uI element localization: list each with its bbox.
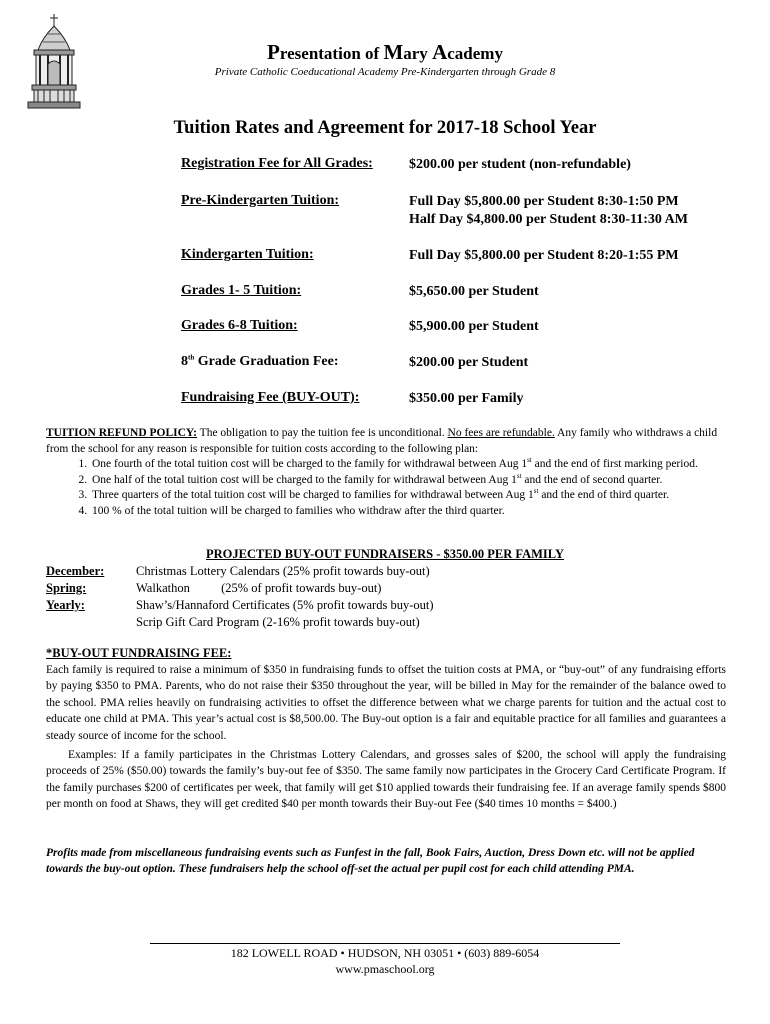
fee-label-fundraising: Fundraising Fee (BUY-OUT):: [181, 390, 360, 405]
list-item: 2. One half of the total tuition cost will be charged to the family for withdrawal between Aug 1st and the end of second quarter.: [90, 473, 736, 489]
academy-cupola-logo-icon: [24, 12, 84, 110]
fee-label-kindergarten: Kindergarten Tuition:: [181, 247, 314, 262]
fundraiser-row: Yearly: Shaw’s/Hannaford Certificates (5% profit towards buy-out): [46, 598, 434, 612]
school-name: Presentation of Mary Academy: [267, 40, 503, 64]
fee-value-fundraising: $350.00 per Family: [409, 391, 524, 406]
footer-address: 182 LOWELL ROAD • HUDSON, NH 03051 • (603) 889-6054: [230, 946, 540, 960]
list-item: 3. Three quarters of the total tuition cost will be charged to families for withdrawal between Aug 1st and the end of third quarter.: [90, 488, 736, 504]
fee-label-graduation: 8th Grade Graduation Fee:: [181, 353, 339, 369]
fee-value-registration: $200.00 per student (non-refundable): [409, 157, 631, 172]
list-item: 4. 100 % of the total tuition will be charged to families who withdraw after the third quarter.: [90, 504, 736, 520]
footer-website: www.pmaschool.org: [335, 962, 435, 976]
fee-value-grades-1-5: $5,650.00 per Student: [409, 284, 539, 299]
fee-label-prek: Pre-Kindergarten Tuition:: [181, 193, 340, 208]
fundraiser-row: Spring: Walkathon (25% of profit towards buy-out): [46, 581, 382, 595]
list-item: 1. One fourth of the total tuition cost will be charged to the family for withdrawal between Aug 1st and the end of first marking period.: [90, 457, 736, 473]
fee-label-grades-6-8: Grades 6-8 Tuition:: [181, 318, 298, 333]
fee-label-grades-1-5: Grades 1- 5 Tuition:: [181, 283, 302, 298]
fee-value-kindergarten: Full Day $5,800.00 per Student 8:20-1:55 PM: [409, 248, 679, 263]
document-heading: Tuition Rates and Agreement for 2017-18 School Year: [173, 118, 597, 138]
refund-policy: TUITION REFUND POLICY: The obligation to pay the tuition fee is unconditional. No fees are refundable. Any family who withdraws a child from the school for any reason is responsible for tuition costs according to the following plan: 1. One fourth of the total tuition cost will be charged to the family for withdrawal between Aug 1st and the end of first marking period. 2. One half of the total tuition cost will be charged to the family for withdrawal between Aug 1st and the end of second quarter. 3. Three quarters of the total tuition cost will be charged to families for withdrawal between Aug 1st and the end of third quarter. 4. 100 % of the total tuition will be charged to families who withdraw after the third quarter.: [46, 426, 736, 519]
fee-value-prek-half: Half Day $4,800.00 per Student 8:30-11:30 AM: [409, 212, 688, 227]
fundraiser-row: Scrip Gift Card Program (2-16% profit towards buy-out): [136, 615, 420, 629]
fundraiser-row: December: Christmas Lottery Calendars (25% profit towards buy-out): [46, 564, 430, 578]
examples-paragraph: Examples: If a family participates in the Christmas Lottery Calendars, and grosses sales of $200, the school will apply the fundraising proceeds of 25% ($50.00) towards the family’s buy-out fee of $350. The same family now participates in the Grocery Card Certificate Program. If the family purchases $200 of certificates per week, that family will get $10 applied towards their fundraising fee. If an average family spends $800 per month on food at Shaws, they will get credited $40 per month towards their Buy-out Fee ($40 times 10 months = $400.): [46, 749, 726, 811]
fee-value-graduation: $200.00 per Student: [409, 355, 529, 370]
school-subtitle: Private Catholic Coeducational Academy Pre-Kindergarten through Grade 8: [214, 66, 556, 78]
refund-heading: TUITION REFUND POLICY:: [46, 427, 198, 439]
buyout-heading: *BUY-OUT FUNDRAISING FEE:: [46, 646, 232, 660]
buyout-paragraph: Each family is required to raise a minimum of $350 in fundraising funds to offset the tuition costs at PMA, or “buy-out” of any fundraising efforts by paying $350 to PMA. Parents, who do not raise their $350 throughout the year, will be billed in May for the remainder of the balance owed to the school. PMA relies heavily on fundraising activities to offset the difference between what we charge parents for tuition and the actual cost to educate one child at PMA. This year’s actual cost is $8,500.00. The Buy-out option is a fair and equitable practice for all families and guarantees a steady source of income for the school.: [46, 664, 726, 742]
footer-divider: [150, 943, 620, 944]
fee-value-grades-6-8: $5,900.00 per Student: [409, 319, 539, 334]
refund-list: [46, 457, 736, 519]
fee-value-prek-full: Full Day $5,800.00 per Student 8:30-1:50 PM: [409, 194, 679, 209]
fundraisers-heading: PROJECTED BUY-OUT FUNDRAISERS - $350.00 PER FAMILY: [205, 547, 565, 561]
miscellaneous-note: Profits made from miscellaneous fundraising events such as Funfest in the fall, Book Fairs, Auction, Dress Down etc. will not be applied towards the buy-out option. These fundraisers help the school off-set the actual per pupil cost for each child attending PMA.: [46, 847, 695, 876]
fee-label-registration: Registration Fee for All Grades:: [181, 156, 373, 171]
